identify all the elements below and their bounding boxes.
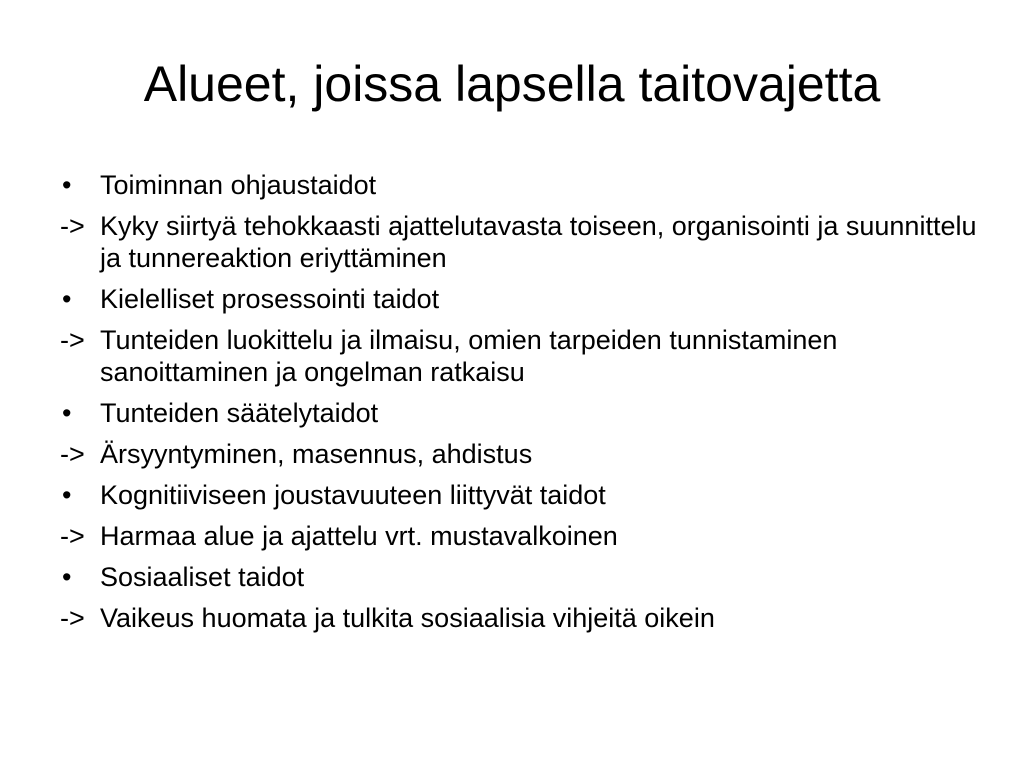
bullet-marker: •: [62, 480, 72, 510]
arrow-text: Harmaa alue ja ajattelu vrt. mustavalkoinen: [100, 521, 618, 551]
slide-title: Alueet, joissa lapsella taitovajetta: [143, 56, 881, 112]
arrow-item: [60, 602, 1000, 634]
arrow-item: [60, 324, 1000, 388]
arrow-marker: ->: [60, 325, 85, 355]
bullet-text: Sosiaaliset taidot: [100, 562, 305, 592]
bullet-text: Kielelliset prosessointi taidot: [100, 284, 440, 314]
arrow-marker: ->: [60, 521, 85, 551]
arrow-marker: ->: [60, 603, 85, 633]
bullet-text: Tunteiden säätelytaidot: [100, 398, 379, 428]
bullet-text: Toiminnan ohjaustaidot: [100, 170, 377, 200]
arrow-text: Kyky siirtyä tehokkaasti ajattelutavasta toiseen, organisointi ja suunnittelu ja tunnereaktion eriyttäminen: [100, 211, 977, 273]
arrow-item: [60, 210, 1000, 274]
bullet-item: [60, 169, 1000, 201]
bullet-item: [60, 397, 1000, 429]
bullet-text: Kognitiiviseen joustavuuteen liittyvät taidot: [100, 480, 606, 510]
bullet-item: [60, 283, 1000, 315]
bullet-item: [60, 561, 1000, 593]
slide-content-list: [60, 169, 1000, 643]
arrow-text: Vaikeus huomata ja tulkita sosiaalisia vihjeitä oikein: [100, 603, 715, 633]
bullet-marker: •: [62, 170, 72, 200]
arrow-text: Ärsyyntyminen, masennus, ahdistus: [100, 439, 533, 469]
bullet-marker: •: [62, 562, 72, 592]
bullet-item: [60, 479, 1000, 511]
arrow-item: [60, 438, 1000, 470]
bullet-marker: •: [62, 284, 72, 314]
arrow-marker: ->: [60, 439, 85, 469]
arrow-item: [60, 520, 1000, 552]
arrow-text: Tunteiden luokittelu ja ilmaisu, omien tarpeiden tunnistaminen sanoittaminen ja ongelman ratkaisu: [100, 325, 838, 387]
bullet-marker: •: [62, 398, 72, 428]
arrow-marker: ->: [60, 211, 85, 241]
